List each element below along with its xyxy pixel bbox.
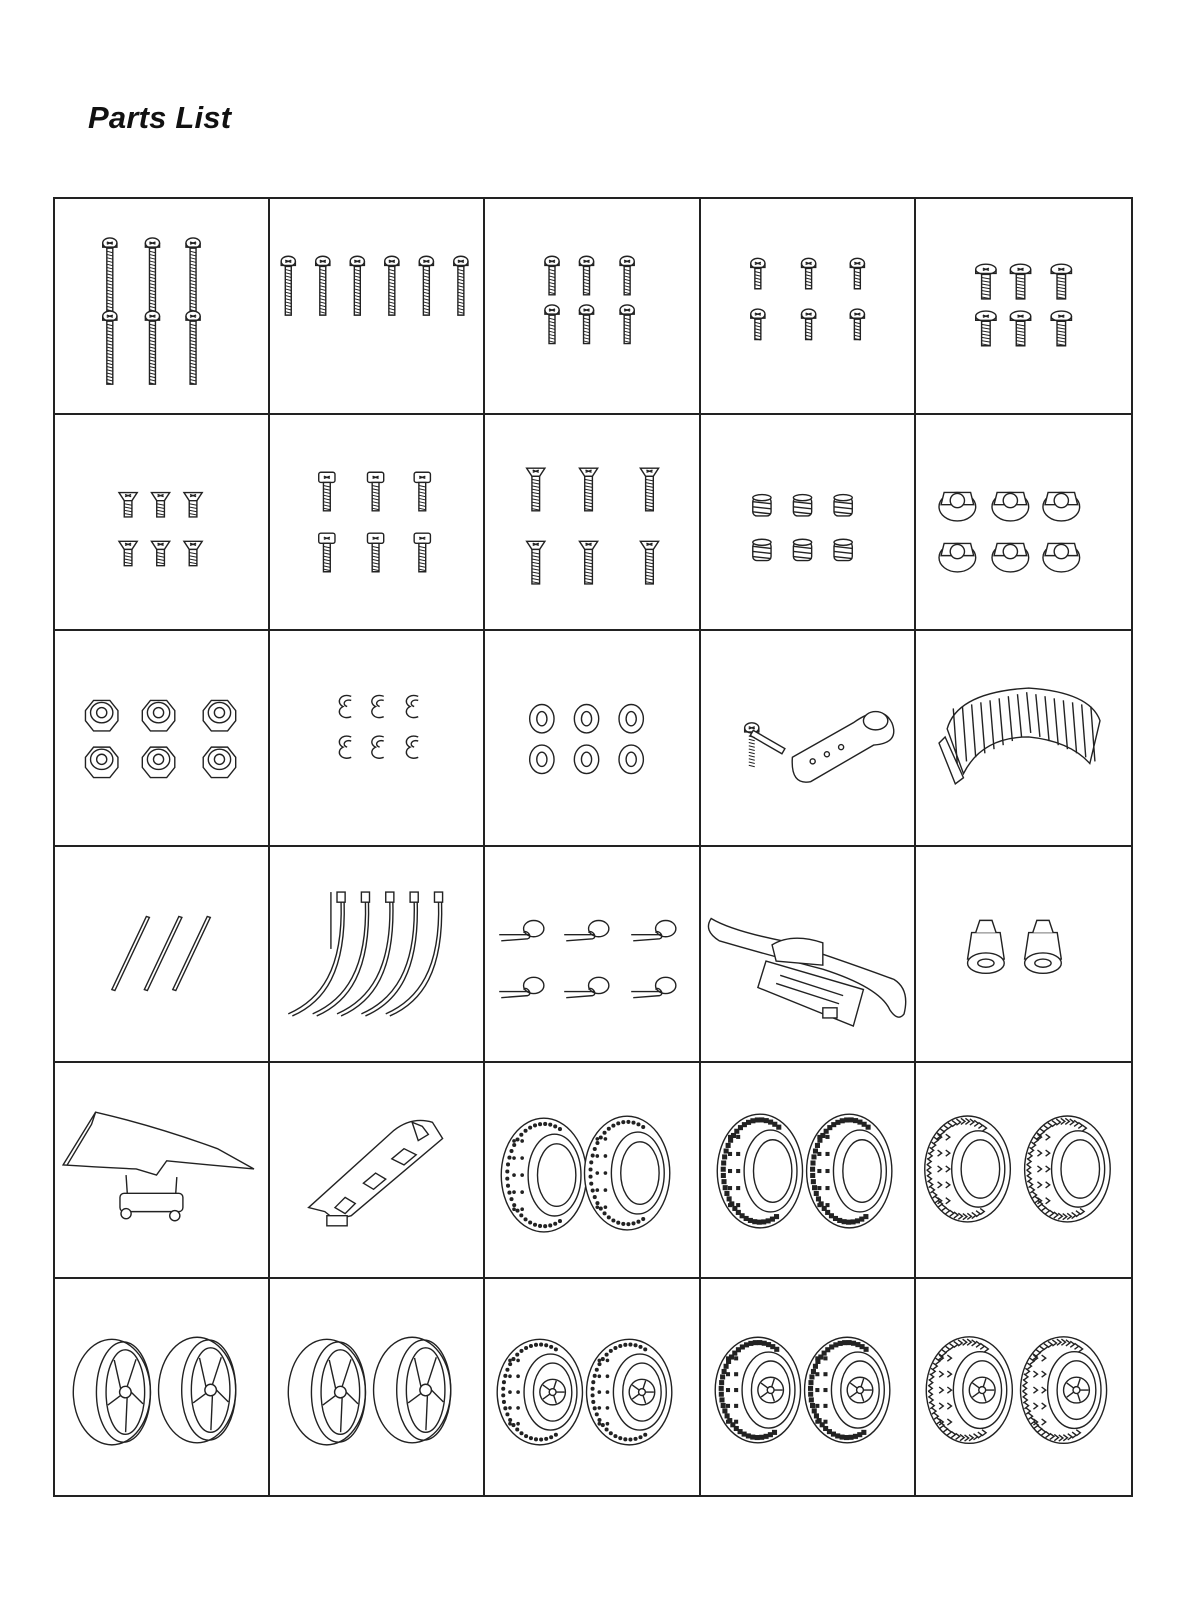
parts-cell [916,415,1131,631]
block-tire-wheel-icon [701,1279,914,1495]
medium-screw-icon [485,199,698,413]
pin-tire-wheel-icon [485,1279,698,1495]
parts-cell [701,847,916,1063]
page-title: Parts List [88,100,232,135]
countersunk-screw-icon [55,415,268,629]
set-screw-icon [701,415,914,629]
pin-tire-icon [485,1063,698,1277]
rear-wing-icon [55,1063,268,1277]
parts-cell [270,199,485,415]
parts-cell [270,847,485,1063]
parts-cell [485,847,700,1063]
parts-cell [701,199,916,415]
parts-cell [916,199,1131,415]
motor-heatsink-icon [916,631,1131,845]
parts-cell [916,631,1131,847]
washer-icon [485,631,698,845]
parts-cell [55,847,270,1063]
flat-head-screw-icon [485,415,698,629]
parts-cell [701,1063,916,1279]
parts-cell [270,415,485,631]
parts-cell [916,1063,1131,1279]
lock-nut-icon [55,631,268,845]
servo-arm-icon [701,631,914,845]
chevron-tire-icon [916,1063,1131,1277]
chevron-tire-wheel-icon [916,1279,1131,1495]
hex-hub-icon [916,847,1131,1061]
parts-cell [485,1063,700,1279]
parts-cell [701,415,916,631]
cap-screw-icon [270,415,483,629]
short-screw-icon [701,199,914,413]
parts-cell [270,1279,485,1495]
button-head-screw-icon [916,199,1131,413]
parts-cell [485,199,700,415]
wheel-rim-icon [55,1279,268,1495]
parts-cell [916,847,1131,1063]
parts-cell [270,631,485,847]
parts-cell [485,1279,700,1495]
pin-icon [55,847,268,1061]
bumper-icon [701,847,914,1061]
parts-cell [55,1063,270,1279]
parts-cell [55,1279,270,1495]
flange-nut-icon [916,415,1131,629]
parts-cell [485,631,700,847]
parts-cell [55,415,270,631]
wheel-rim-icon [270,1279,483,1495]
parts-cell [485,415,700,631]
block-tire-icon [701,1063,914,1277]
parts-cell [55,631,270,847]
parts-grid [53,197,1133,1497]
parts-cell [916,1279,1131,1495]
machine-screw-icon [270,199,483,413]
parts-cell [701,631,916,847]
parts-cell [55,199,270,415]
long-screw-icon [55,199,268,413]
chassis-brace-icon [270,1063,483,1277]
parts-cell [270,1063,485,1279]
cable-tie-icon [270,847,483,1061]
body-clip-icon [485,847,698,1061]
e-clip-icon [270,631,483,845]
parts-cell [701,1279,916,1495]
